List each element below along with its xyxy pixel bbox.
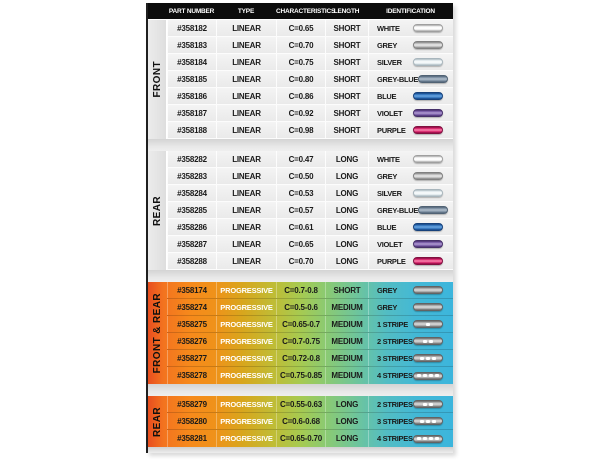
identification-cell — [368, 122, 453, 138]
part-number-cell: #358280 — [167, 413, 216, 429]
identification-label: WHITE — [377, 23, 400, 33]
type-cell: LINEAR — [216, 185, 276, 201]
color-swatch-violet — [413, 109, 443, 117]
part-number-cell: #358186 — [167, 88, 216, 104]
characteristics-cell: C=0.50 — [276, 168, 325, 184]
identification-cell — [368, 316, 453, 332]
identification-label: GREY — [377, 302, 398, 312]
identification-cell — [368, 88, 453, 104]
color-swatch-grey — [413, 172, 443, 180]
table-row — [167, 20, 453, 37]
identification-label: VIOLET — [377, 108, 403, 118]
identification-label: GREY — [377, 40, 398, 50]
section-front-rear — [148, 282, 453, 384]
length-cell: SHORT — [325, 88, 368, 104]
color-swatch-purple — [413, 126, 443, 134]
type-cell: LINEAR — [216, 54, 276, 70]
table-row — [167, 88, 453, 105]
length-cell: MEDIUM — [325, 316, 368, 332]
part-number-cell: #358182 — [167, 20, 216, 36]
column-header-type: TYPE — [237, 7, 255, 15]
characteristics-cell: C=0.65 — [276, 20, 325, 36]
color-swatch-grey-blue — [418, 75, 448, 83]
spring-specification-table — [146, 3, 453, 453]
color-swatch-striped-1 — [413, 320, 443, 328]
characteristics-cell: C=0.65-0.7 — [276, 316, 325, 332]
length-cell: LONG — [325, 219, 368, 235]
identification-label: GREY — [377, 171, 398, 181]
table-row — [167, 350, 453, 367]
type-cell: PROGRESSIVE — [216, 282, 276, 298]
table-row — [167, 430, 453, 447]
part-number-cell: #358282 — [167, 151, 216, 167]
characteristics-cell: C=0.7-0.8 — [276, 282, 325, 298]
identification-label: GREY — [377, 285, 398, 295]
type-cell: LINEAR — [216, 20, 276, 36]
section-label-rear — [148, 151, 167, 270]
length-cell: LONG — [325, 413, 368, 429]
table-header — [148, 3, 453, 20]
identification-label: 4 STRIPES — [377, 434, 413, 443]
length-cell: SHORT — [325, 37, 368, 53]
type-cell: PROGRESSIVE — [216, 367, 276, 384]
section-rear — [148, 151, 453, 270]
length-cell: LONG — [325, 185, 368, 201]
type-cell: PROGRESSIVE — [216, 350, 276, 366]
characteristics-cell: C=0.92 — [276, 105, 325, 121]
identification-cell — [368, 185, 453, 201]
part-number-cell: #358281 — [167, 430, 216, 447]
length-cell: LONG — [325, 396, 368, 412]
type-cell: LINEAR — [216, 253, 276, 269]
identification-label: 1 STRIPE — [377, 319, 408, 329]
section-label-text: REAR — [152, 406, 163, 437]
type-cell: LINEAR — [216, 236, 276, 252]
part-number-cell: #358184 — [167, 54, 216, 70]
color-swatch-grey — [413, 41, 443, 49]
part-number-cell: #358275 — [167, 316, 216, 332]
type-cell: PROGRESSIVE — [216, 299, 276, 315]
characteristics-cell: C=0.7-0.75 — [276, 333, 325, 349]
type-cell: LINEAR — [216, 168, 276, 184]
length-cell: LONG — [325, 430, 368, 447]
part-number-cell: #358279 — [167, 396, 216, 412]
identification-cell — [368, 350, 453, 366]
table-row — [167, 122, 453, 139]
table-row — [167, 253, 453, 270]
identification-label: BLUE — [377, 222, 397, 232]
identification-cell — [368, 71, 453, 87]
part-number-cell: #358276 — [167, 333, 216, 349]
characteristics-cell: C=0.5-0.6 — [276, 299, 325, 315]
identification-cell — [368, 151, 453, 167]
identification-label: VIOLET — [377, 239, 403, 249]
identification-label: SILVER — [377, 188, 402, 198]
table-row — [167, 333, 453, 350]
identification-label: PURPLE — [377, 256, 406, 266]
section-gap — [148, 384, 453, 396]
length-cell: MEDIUM — [325, 333, 368, 349]
color-swatch-silver — [413, 189, 443, 197]
identification-cell — [368, 219, 453, 235]
table-row — [167, 54, 453, 71]
part-number-cell: #358278 — [167, 367, 216, 384]
column-header-part-number: PART NUMBER — [168, 7, 215, 15]
length-cell: LONG — [325, 202, 368, 218]
length-cell: LONG — [325, 151, 368, 167]
length-cell: SHORT — [325, 122, 368, 138]
characteristics-cell: C=0.53 — [276, 185, 325, 201]
column-header-identification: IDENTIFICATION — [386, 7, 435, 15]
type-cell: LINEAR — [216, 71, 276, 87]
identification-label: GREY-BLUE — [377, 205, 419, 215]
type-cell: PROGRESSIVE — [216, 430, 276, 447]
table-row — [167, 185, 453, 202]
identification-label: 3 STRIPES — [377, 353, 413, 363]
color-swatch-blue — [413, 92, 443, 100]
table-row — [167, 71, 453, 88]
length-cell: MEDIUM — [325, 350, 368, 366]
length-cell: SHORT — [325, 54, 368, 70]
type-cell: LINEAR — [216, 219, 276, 235]
length-cell: MEDIUM — [325, 367, 368, 384]
section-label-text: FRONT — [151, 61, 163, 98]
table-body — [148, 20, 453, 447]
type-cell: LINEAR — [216, 122, 276, 138]
column-header-length: LENGTH — [333, 7, 360, 15]
color-swatch-striped-4 — [413, 435, 443, 443]
characteristics-cell: C=0.75-0.85 — [276, 367, 325, 384]
section-label-front-rear — [148, 282, 167, 384]
part-number-cell: #358183 — [167, 37, 216, 53]
color-swatch-violet — [413, 240, 443, 248]
color-swatch-striped-2 — [413, 400, 443, 408]
identification-cell — [368, 430, 453, 447]
part-number-cell: #358285 — [167, 202, 216, 218]
table-row — [167, 236, 453, 253]
length-cell: LONG — [325, 253, 368, 269]
identification-label: 3 STRIPES — [377, 416, 413, 426]
characteristics-cell: C=0.47 — [276, 151, 325, 167]
characteristics-cell: C=0.72-0.8 — [276, 350, 325, 366]
part-number-cell: #358188 — [167, 122, 216, 138]
table-row — [167, 282, 453, 299]
characteristics-cell: C=0.86 — [276, 88, 325, 104]
type-cell: PROGRESSIVE — [216, 396, 276, 412]
characteristics-cell: C=0.65 — [276, 236, 325, 252]
table-row — [167, 37, 453, 54]
section-label-front — [148, 20, 167, 139]
length-cell: SHORT — [325, 282, 368, 298]
identification-cell — [368, 333, 453, 349]
identification-label: 2 STRIPES — [377, 336, 413, 346]
table-row — [167, 396, 453, 413]
color-swatch-white — [413, 155, 443, 163]
type-cell: LINEAR — [216, 151, 276, 167]
identification-label: 4 STRIPES — [377, 371, 413, 380]
section-label-text: FRONT & REAR — [152, 292, 163, 374]
part-number-cell: #358187 — [167, 105, 216, 121]
characteristics-cell: C=0.70 — [276, 253, 325, 269]
identification-label: PURPLE — [377, 125, 406, 135]
identification-cell — [368, 20, 453, 36]
table-row — [167, 151, 453, 168]
part-number-cell: #358174 — [167, 282, 216, 298]
table-row — [167, 413, 453, 430]
characteristics-cell: C=0.55-0.63 — [276, 396, 325, 412]
type-cell: LINEAR — [216, 202, 276, 218]
table-footer-strip — [148, 447, 453, 453]
table-row — [167, 202, 453, 219]
part-number-cell: #358286 — [167, 219, 216, 235]
part-number-cell: #358274 — [167, 299, 216, 315]
identification-label: 2 STRIPES — [377, 399, 413, 409]
color-swatch-silver — [413, 58, 443, 66]
part-number-cell: #358185 — [167, 71, 216, 87]
identification-label: WHITE — [377, 154, 400, 164]
type-cell: PROGRESSIVE — [216, 333, 276, 349]
identification-label: BLUE — [377, 91, 397, 101]
identification-cell — [368, 282, 453, 298]
color-swatch-striped-0 — [413, 286, 443, 294]
table-row — [167, 168, 453, 185]
identification-cell — [368, 396, 453, 412]
color-swatch-striped-4 — [413, 372, 443, 380]
identification-cell — [368, 37, 453, 53]
part-number-cell: #358283 — [167, 168, 216, 184]
part-number-cell: #358284 — [167, 185, 216, 201]
part-number-cell: #358277 — [167, 350, 216, 366]
color-swatch-blue — [413, 223, 443, 231]
table-row — [167, 105, 453, 122]
characteristics-cell: C=0.75 — [276, 54, 325, 70]
identification-cell — [368, 105, 453, 121]
characteristics-cell: C=0.70 — [276, 37, 325, 53]
length-cell: LONG — [325, 236, 368, 252]
type-cell: PROGRESSIVE — [216, 316, 276, 332]
table-row — [167, 219, 453, 236]
identification-cell — [368, 253, 453, 269]
length-cell: SHORT — [325, 105, 368, 121]
identification-cell — [368, 413, 453, 429]
characteristics-cell: C=0.65-0.70 — [276, 430, 325, 447]
color-swatch-striped-2 — [413, 337, 443, 345]
section-front — [148, 20, 453, 139]
characteristics-cell: C=0.6-0.68 — [276, 413, 325, 429]
identification-cell — [368, 299, 453, 315]
identification-cell — [368, 54, 453, 70]
type-cell: LINEAR — [216, 105, 276, 121]
length-cell: MEDIUM — [325, 299, 368, 315]
table-row — [167, 367, 453, 384]
section-rear — [148, 396, 453, 447]
type-cell: LINEAR — [216, 88, 276, 104]
length-cell: SHORT — [325, 20, 368, 36]
length-cell: LONG — [325, 168, 368, 184]
type-cell: PROGRESSIVE — [216, 413, 276, 429]
section-gap — [148, 139, 453, 151]
color-swatch-white — [413, 24, 443, 32]
characteristics-cell: C=0.80 — [276, 71, 325, 87]
characteristics-cell: C=0.57 — [276, 202, 325, 218]
color-swatch-purple — [413, 257, 443, 265]
column-header-characteristics: CHARACTERISTICS — [276, 7, 336, 15]
color-swatch-striped-3 — [413, 354, 443, 362]
identification-cell — [368, 367, 453, 384]
section-label-text: REAR — [151, 195, 163, 226]
identification-cell — [368, 202, 453, 218]
section-label-rear — [148, 396, 167, 447]
part-number-cell: #358288 — [167, 253, 216, 269]
length-cell: SHORT — [325, 71, 368, 87]
table-row — [167, 299, 453, 316]
color-swatch-striped-0 — [413, 303, 443, 311]
characteristics-cell: C=0.61 — [276, 219, 325, 235]
identification-label: GREY-BLUE — [377, 74, 419, 84]
identification-label: SILVER — [377, 57, 402, 67]
characteristics-cell: C=0.98 — [276, 122, 325, 138]
type-cell: LINEAR — [216, 37, 276, 53]
table-row — [167, 316, 453, 333]
identification-cell — [368, 236, 453, 252]
part-number-cell: #358287 — [167, 236, 216, 252]
identification-cell — [368, 168, 453, 184]
color-swatch-striped-3 — [413, 417, 443, 425]
color-swatch-grey-blue — [418, 206, 448, 214]
section-gap — [148, 270, 453, 282]
